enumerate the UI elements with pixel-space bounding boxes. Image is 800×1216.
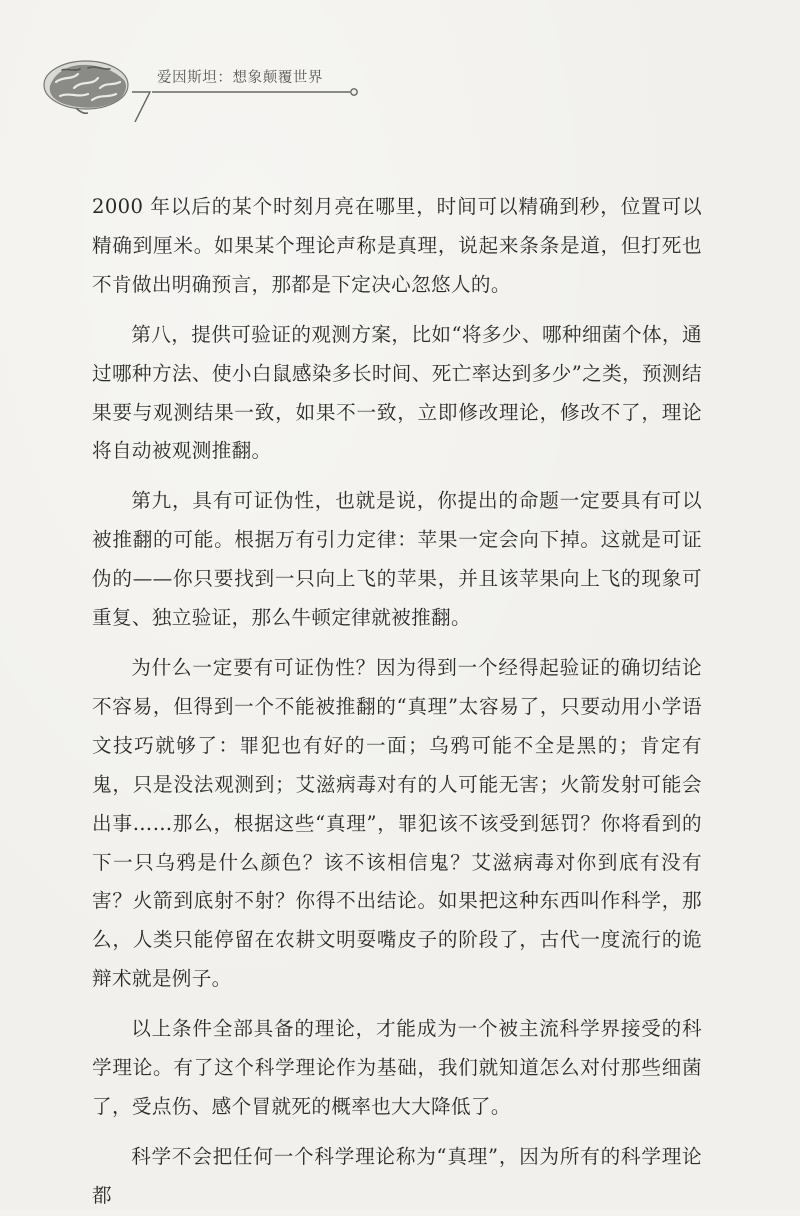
brain-icon <box>40 52 135 117</box>
paragraph: 2000 年以后的某个时刻月亮在哪里，时间可以精确到秒，位置可以精确到厘米。如果某个理论声称是真理，说起来条条是道，但打死也不肯做出明确预言，那都是下定决心忽悠人的。 <box>92 195 702 296</box>
paragraph: 以上条件全部具备的理论，才能成为一个被主流科学界接受的科学理论。有了这个科学理论作为基础，我们就知道怎么对付那些细菌了，受点伤、感个冒就死的概率也大大降低了。 <box>92 1017 702 1118</box>
paragraph: 第九，具有可证伪性，也就是说，你提出的命题一定要具有可以被推翻的可能。根据万有引力定律：苹果一定会向下掉。这就是可证伪的——你只要找到一只向上飞的苹果，并且该苹果向上飞的现象可重复、独立验证，那么牛顿定律就被推翻。 <box>92 489 702 630</box>
page-header <box>40 52 360 122</box>
body-text <box>92 188 702 1216</box>
paragraph: 为什么一定要有可证伪性？因为得到一个经得起验证的确切结论不容易，但得到一个不能被推翻的“真理”太容易了，只要动用小学语文技巧就够了：罪犯也有好的一面；乌鸦可能不全是黑的；肯定有鬼，只是没法观测到；艾滋病毒对有的人可能无害；火箭发射可能会出事……那么，根据这些“真理”，罪犯该不该受到惩罚？你将看到的下一只乌鸦是什么颜色？该不该相信鬼？艾滋病毒对你到底有没有害？火箭到底射不射？你得不出结论。如果把这种东西叫作科学，那么，人类只能停留在农耕文明耍嘴皮子的阶段了，古代一度流行的诡辩术就是例子。 <box>92 655 702 991</box>
running-title: 爱因斯坦：想象颠覆世界 <box>157 70 324 86</box>
paragraph: 科学不会把任何一个科学理论称为“真理”，因为所有的科学理论都 <box>92 1144 702 1207</box>
paragraph: 第八，提供可验证的观测方案，比如“将多少、哪种细菌个体，通过哪种方法、使小白鼠感染多长时间、死亡率达到多少”之类，预测结果要与观测结果一致，如果不一致，立即修改理论，修改不了，理论将自动被观测推翻。 <box>92 322 702 463</box>
